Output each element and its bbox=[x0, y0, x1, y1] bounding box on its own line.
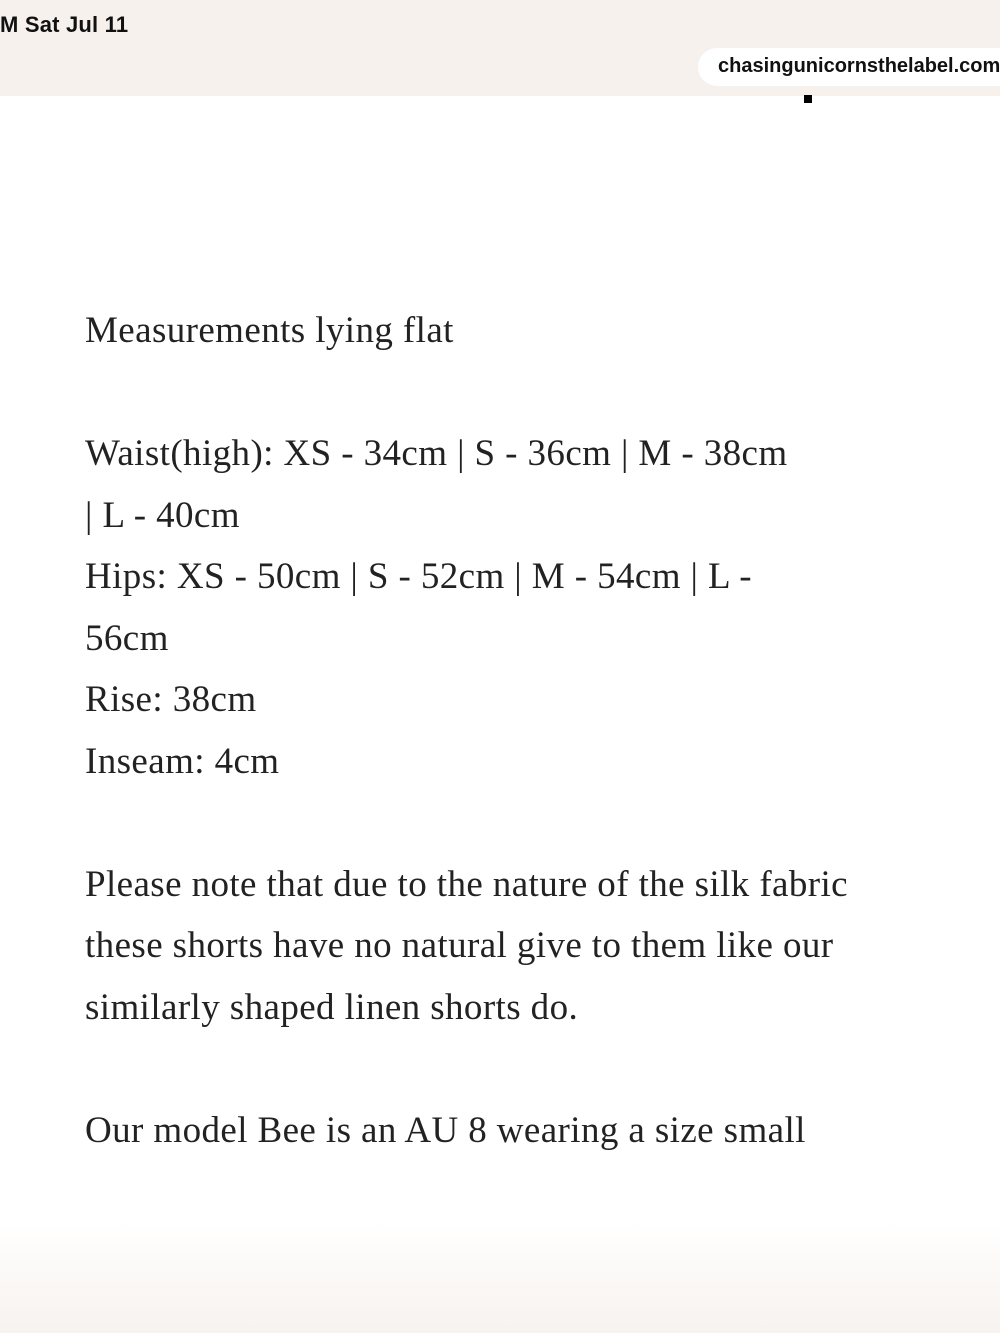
spacer bbox=[85, 1038, 915, 1100]
model-size-info: Our model Bee is an AU 8 wearing a size small bbox=[85, 1109, 806, 1151]
url-bar[interactable] bbox=[698, 48, 1000, 86]
status-bar bbox=[0, 0, 1000, 96]
cursor-marker bbox=[804, 95, 812, 103]
spacer bbox=[85, 792, 915, 854]
rise-measurement: Rise: 38cm bbox=[85, 679, 257, 720]
hips-measurement-line-1: Hips: XS - 50cm | S - 52cm | M - 54cm | L - bbox=[85, 556, 752, 597]
waist-measurement-line-1: Waist(high): XS - 34cm | S - 36cm | M - 38cm bbox=[85, 433, 788, 474]
inseam-measurement: Inseam: 4cm bbox=[85, 740, 280, 782]
spacer bbox=[85, 362, 915, 424]
url-text: chasingunicornsthelabel.com bbox=[718, 55, 1000, 77]
product-description bbox=[85, 300, 915, 1161]
measurements-title: Measurements lying flat bbox=[85, 310, 454, 351]
hips-measurement-line-2: 56cm bbox=[85, 617, 169, 659]
waist-measurement-line-2: | L - 40cm bbox=[85, 494, 240, 536]
status-time: M Sat Jul 11 bbox=[0, 12, 129, 37]
fabric-note: Please note that due to the nature of the silk fabric these shorts have no natural give to them like our similarly shaped linen shorts do. bbox=[85, 863, 849, 1028]
